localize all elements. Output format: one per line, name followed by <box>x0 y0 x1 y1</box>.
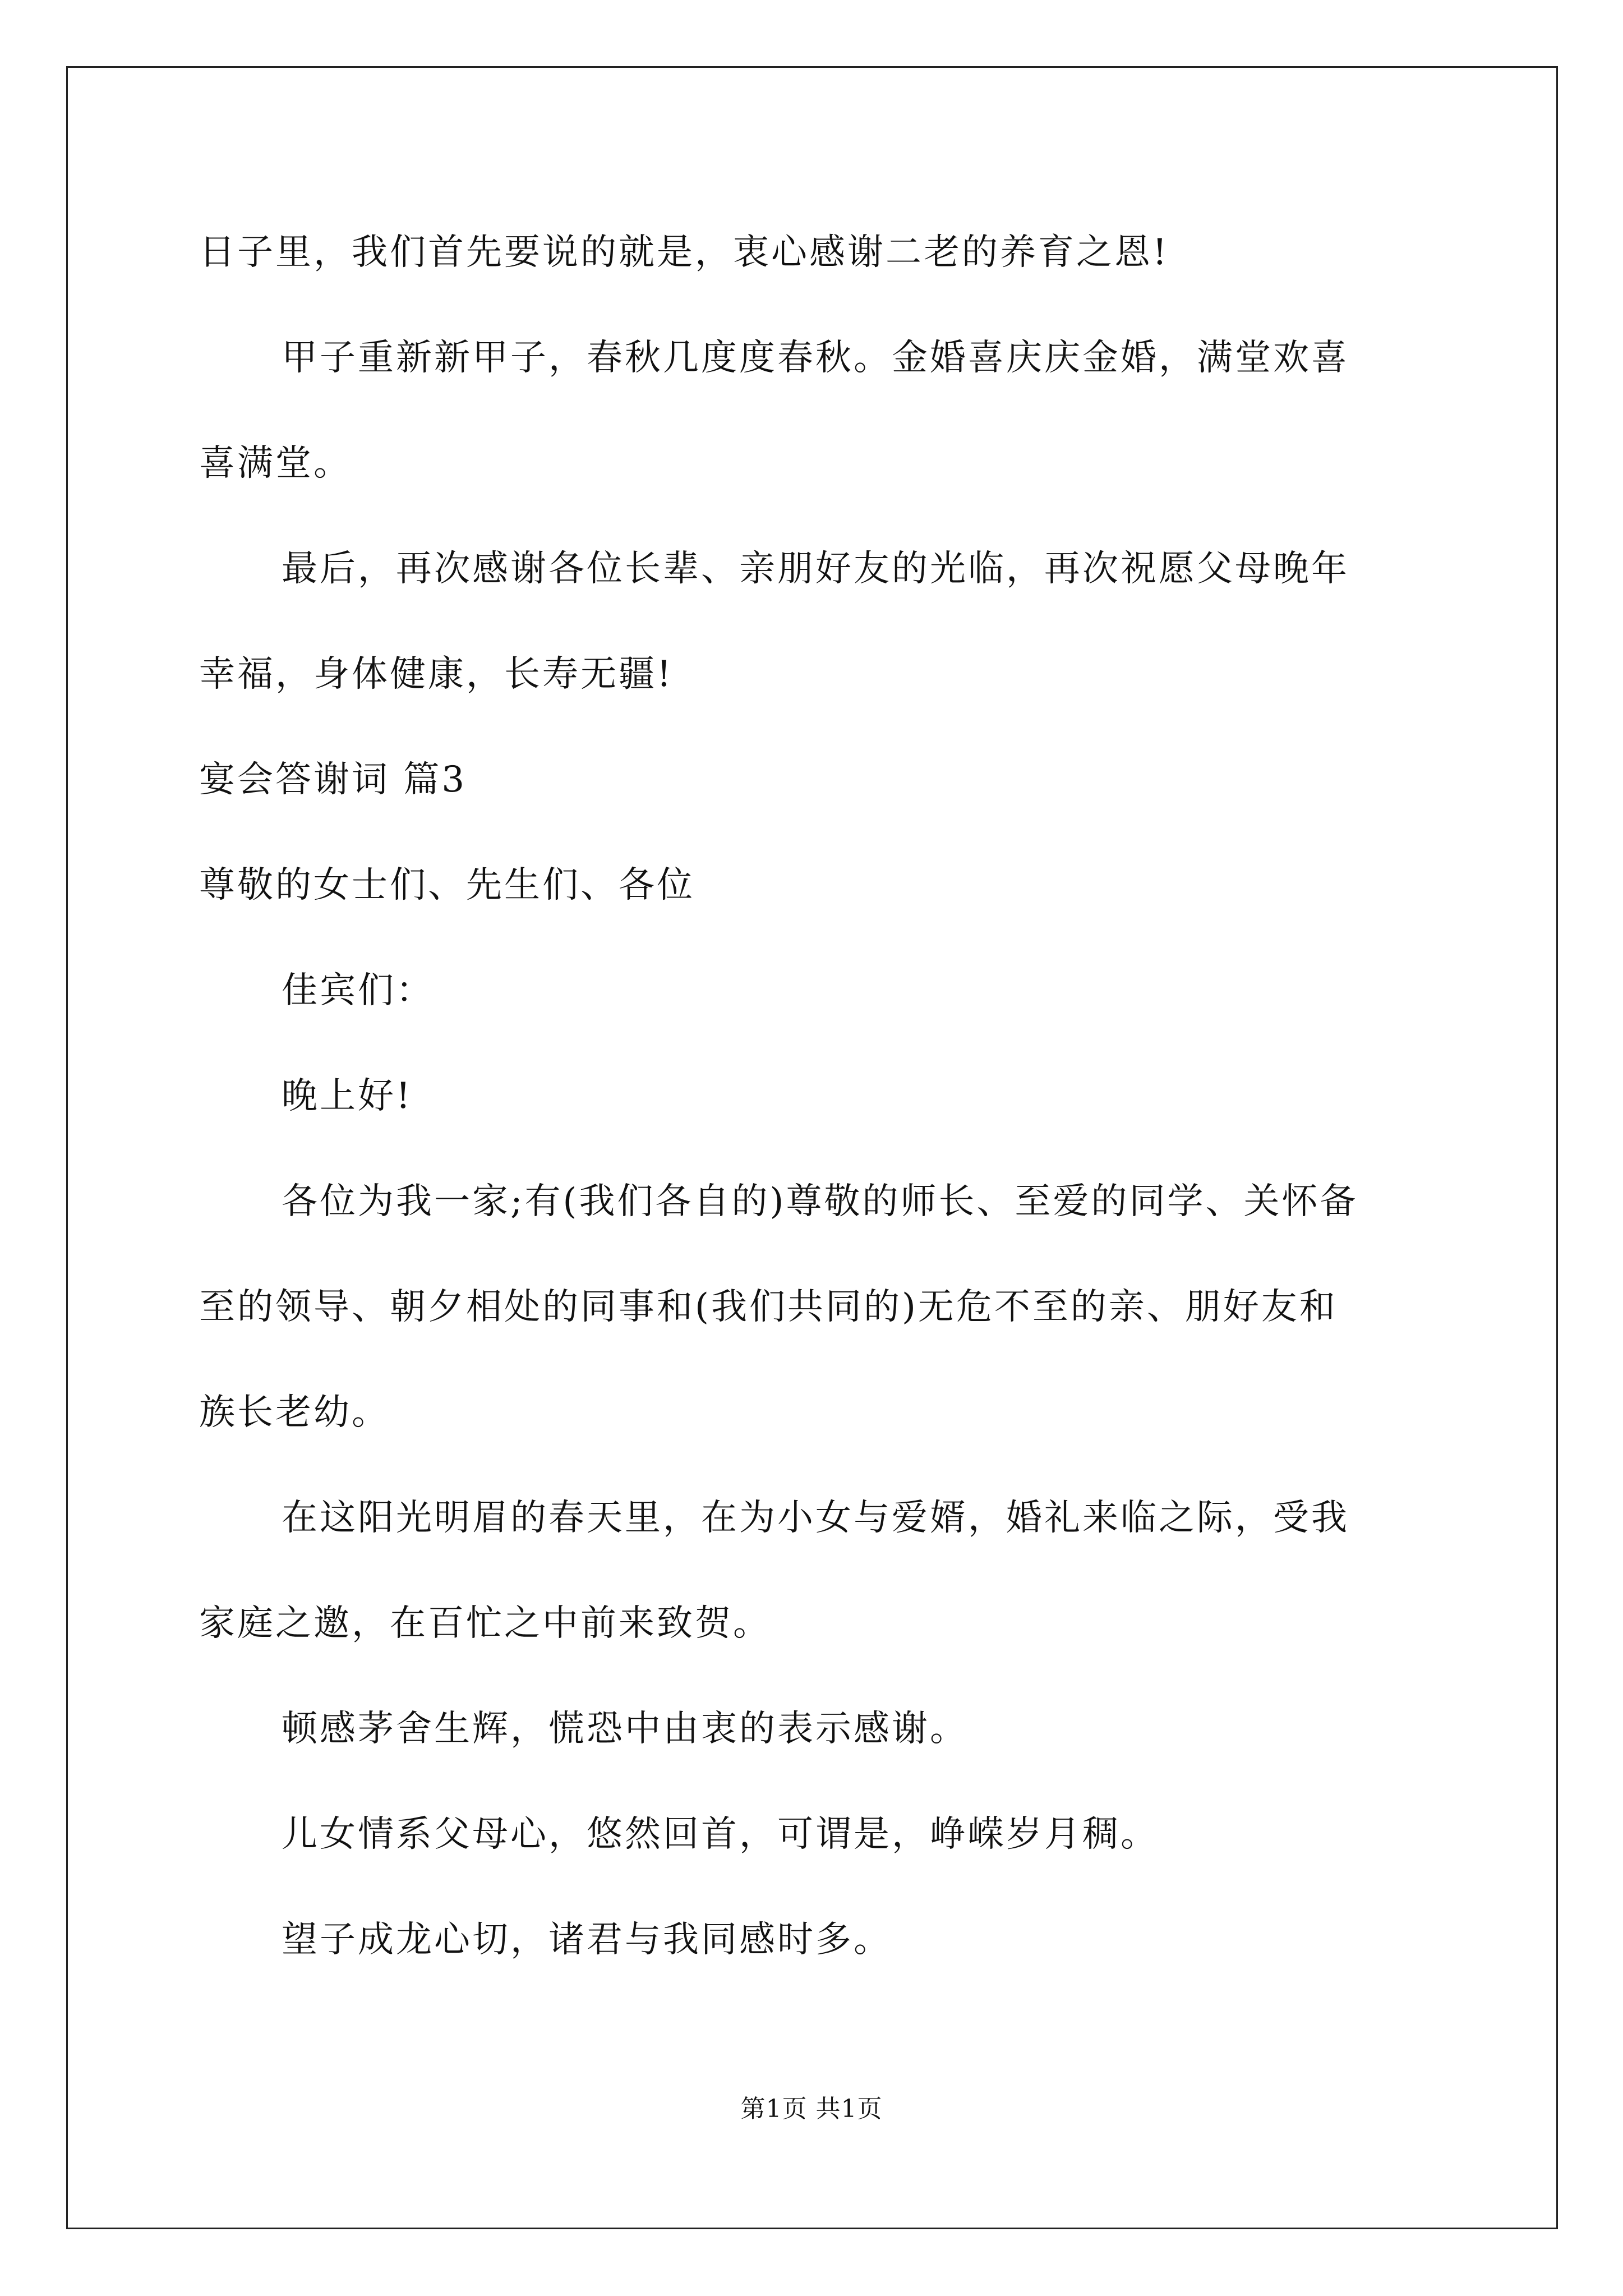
body-line: 喜满堂。 <box>199 443 352 484</box>
body-line: 日子里，我们首先要说的就是，衷心感谢二老的养育之恩! <box>199 232 1169 273</box>
body-line: 顿感茅舍生辉，慌恐中由衷的表示感谢。 <box>282 1708 968 1750</box>
body-line: 在这阳光明眉的春天里，在为小女与爱婿，婚礼来临之际，受我 <box>282 1497 1349 1539</box>
salutation-line: 佳宾们： <box>282 970 434 1011</box>
body-line: 望子成龙心切，诸君与我同感时多。 <box>282 1919 892 1961</box>
body-line: 至的领导、朝夕相处的同事和(我们共同的)无危不至的亲、朋好友和 <box>199 1286 1338 1328</box>
body-line: 各位为我一家;有(我们各自的)尊敬的师长、至爱的同学、关怀备 <box>282 1181 1358 1222</box>
greeting-line: 晚上好! <box>282 1075 413 1117</box>
page-border <box>66 66 1558 2229</box>
body-line: 儿女情系父母心，悠然回首，可谓是，峥嵘岁月稠。 <box>282 1814 1159 1855</box>
body-line: 族长老幼。 <box>199 1392 390 1433</box>
body-line: 家庭之邀，在百忙之中前来致贺。 <box>199 1603 771 1644</box>
body-line: 幸福，身体健康，长寿无疆! <box>199 654 674 695</box>
section-heading: 宴会答谢词 篇3 <box>199 759 467 800</box>
page-number-footer: 第1页 共1页 <box>740 2095 883 2123</box>
salutation-line: 尊敬的女士们、先生们、各位 <box>199 864 695 906</box>
body-line: 最后，再次感谢各位长辈、亲朋好友的光临，再次祝愿父母晚年 <box>282 548 1349 590</box>
body-line: 甲子重新新甲子，春秋几度度春秋。金婚喜庆庆金婚，满堂欢喜 <box>282 337 1349 379</box>
